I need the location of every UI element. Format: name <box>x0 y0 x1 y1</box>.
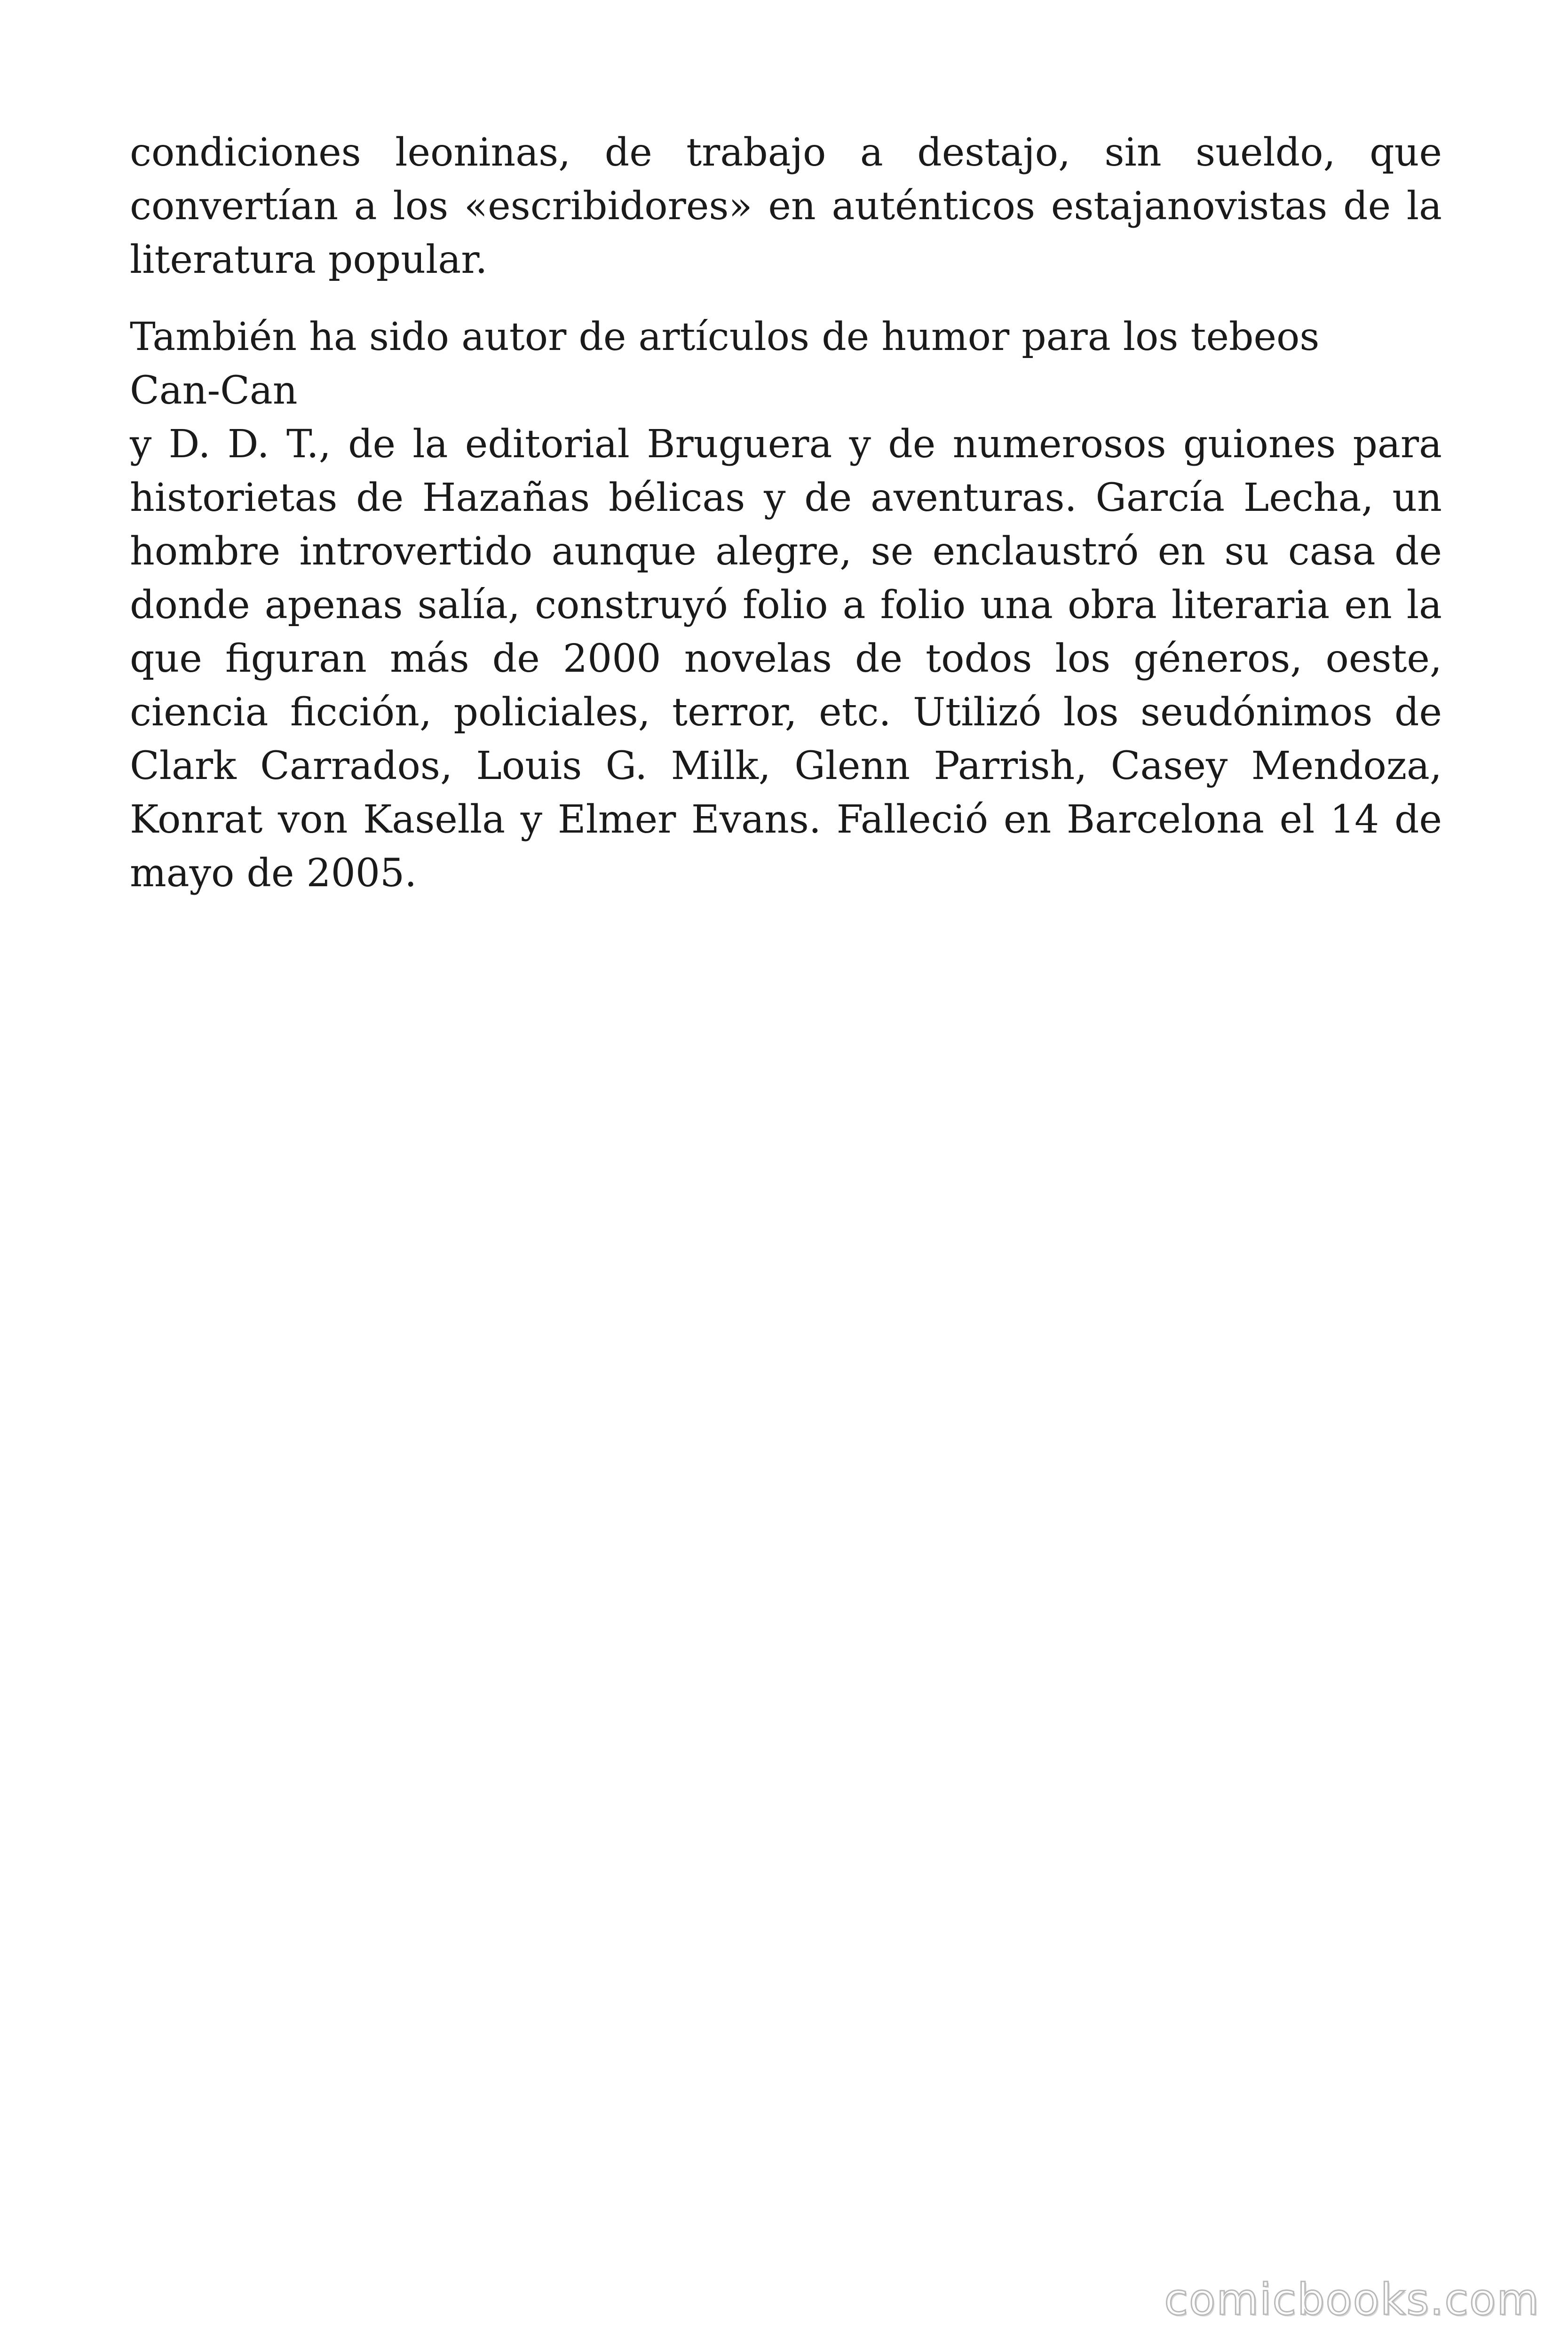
paragraph-2 <box>130 310 1442 900</box>
paragraph-2-line-2: Can-Can <box>130 368 298 413</box>
body-text <box>130 126 1442 900</box>
paragraph-1: condiciones leoninas, de trabajo a destajo, sin sueldo, que convertían a los «escribidores» en auténticos estajanovistas de la literatura popular. <box>130 130 1442 282</box>
watermark-logo: comicbooks.com <box>1164 2274 1540 2325</box>
paragraph-2-line-1: También ha sido autor de artículos de humor para los tebeos <box>130 315 1320 359</box>
paragraph-2-rest: y D. D. T., de la editorial Bruguera y de numerosos guiones para historietas de Hazañas bélicas y de aventuras. García Lecha, un hombre introvertido aunque alegre, se enclaustró en su casa de donde apenas salía, construyó folio a folio una obra literaria en la que figuran más de 2000 novelas de todos los géneros, oeste, ciencia ficción, policiales, terror, etc. Utilizó los seudónimos de Clark Carrados, Louis G. Milk, Glenn Parrish, Casey Mendoza, Konrat von Kasella y Elmer Evans. Falleció en Barcelona el 14 de mayo de 2005. <box>130 422 1442 896</box>
